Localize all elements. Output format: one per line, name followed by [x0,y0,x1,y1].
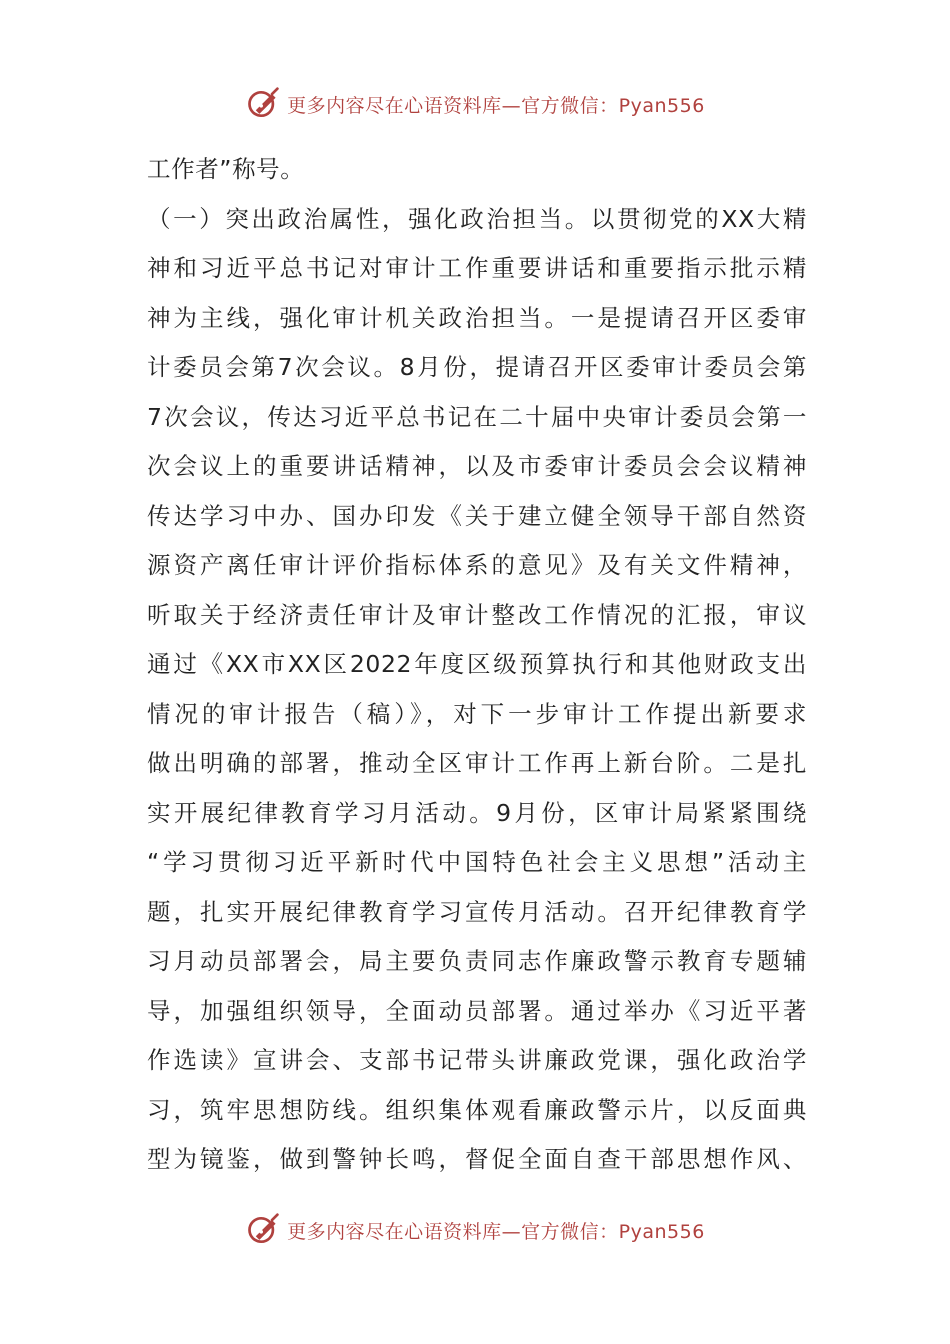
body-line: 题，扎实开展纪律教育学习宣传月活动。召开纪律教育学 [147,897,807,926]
footer-banner [0,1210,950,1250]
body-line: 神和习近平总书记对审计工作重要讲话和重要指示批示精 [147,254,807,282]
body-line: 情况的审计报告（稿）》，对下一步审计工作提出新要求 [147,699,807,728]
body-line: 次会议上的重要讲话精神，以及市委审计委员会会议精神 [147,452,807,480]
body-line: 工作者”称号。 [147,155,305,183]
body-line: 导，加强组织领导，全面动员部署。通过举办《习近平著 [147,996,807,1025]
body-line: 源资产离任审计评价指标体系的意见》及有关文件精神， [147,551,807,579]
body-line: （一）突出政治属性，强化政治担当。以贯彻党的XX大精 [147,204,807,233]
body-line: 作选读》宣讲会、支部书记带头讲廉政党课，强化政治学 [147,1046,807,1074]
body-line: 7次会议，传达习近平总书记在二十届中央审计委员会第一 [147,402,807,431]
body-line: 习，筑牢思想防线。组织集体观看廉政警示片，以反面典 [147,1095,807,1124]
body-line: 做出明确的部署，推动全区审计工作再上新台阶。二是扎 [147,749,807,777]
footer-banner-text: 更多内容尽在心语资料库—官方微信：Pyan556 [287,1220,705,1243]
body-line: 型为镜鉴，做到警钟长鸣，督促全面自查干部思想作风、 [147,1145,807,1173]
body-line: 传达学习中办、国办印发《关于建立健全领导干部自然资 [147,501,807,530]
body-line: 计委员会第7次会议。8月份，提请召开区委审计委员会第 [147,353,807,381]
pen-nib-logo-icon [245,86,281,122]
body-line: 习月动员部署会，局主要负责同志作廉政警示教育专题辅 [147,947,807,975]
body-line: 通过《XX市XX区2022年度区级预算执行和其他财政支出 [147,650,807,678]
pen-nib-logo-icon [245,1212,281,1248]
body-line: 神为主线，强化审计机关政治担当。一是提请召开区委审 [147,303,807,332]
header-banner [0,84,950,124]
body-line: 听取关于经济责任审计及审计整改工作情况的汇报，审议 [147,600,807,629]
header-banner-text: 更多内容尽在心语资料库—官方微信：Pyan556 [287,94,705,117]
document-body [147,145,807,1185]
body-line: 实开展纪律教育学习月活动。9月份，区审计局紧紧围绕 [147,798,807,827]
body-line: “学习贯彻习近平新时代中国特色社会主义思想”活动主 [147,848,807,876]
